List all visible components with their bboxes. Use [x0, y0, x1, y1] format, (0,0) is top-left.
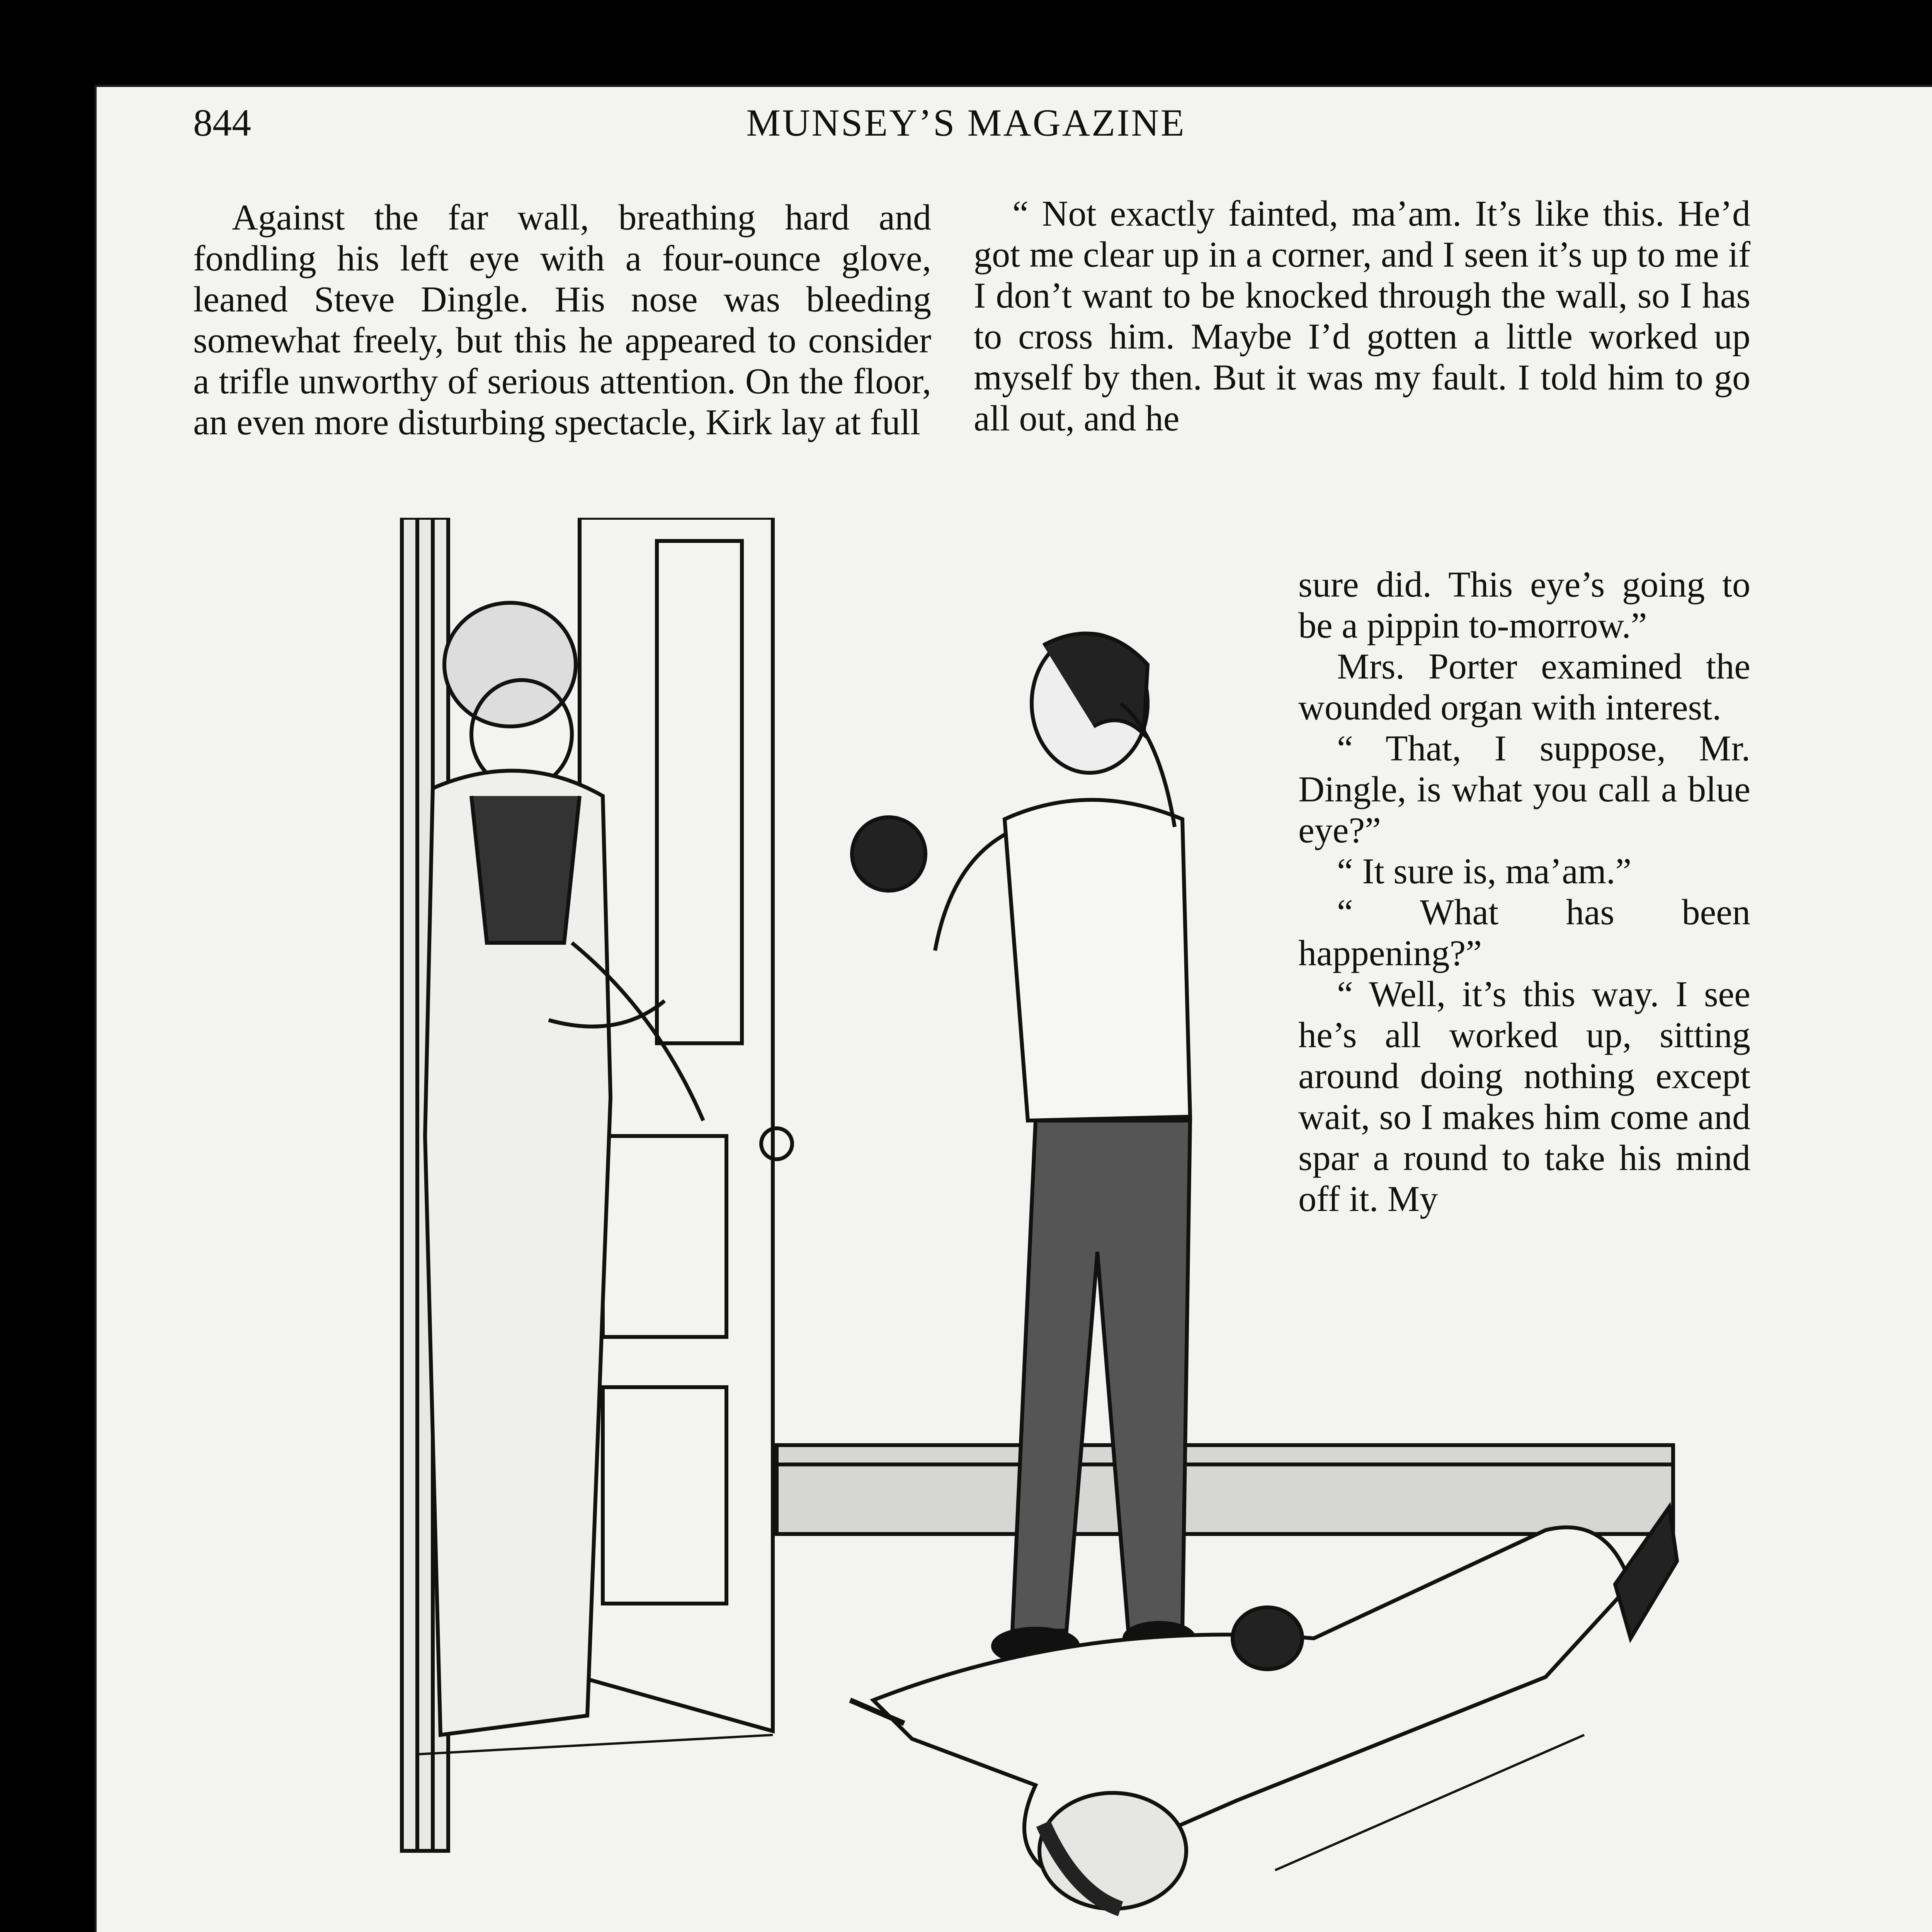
paragraph: Against the far wall, breathing hard and fondling his left eye with a four-ounce glove, leaned Steve Dingle. His nose was bleeding somewhat freely, but this he appeared to consider a trifle unworthy of serious attention. On the floor, an even more disturbing spectacle, Kirk lay at full [193, 197, 931, 442]
paragraph: sure did. This eye’s going to be a pippin to-morrow.” [1298, 565, 1750, 646]
column-2-top [974, 193, 1750, 439]
paragraph: “ Not exactly fainted, ma’am. It’s like this. He’d got me clear up in a corner, and I seen it’s up to me if I don’t want to be knocked through the wall, so I has to cross him. Maybe I’d gotten a little worked up myself by then. But it was my fault. I told him to go all out, and he [974, 194, 1750, 439]
paragraph: “ That, I suppose, Mr. Dingle, is what you call a blue eye?” [1298, 728, 1750, 850]
paragraph: Mrs. Porter examined the wounded organ with interest. [1298, 646, 1750, 728]
running-title: MUNSEY’S MAGAZINE [746, 101, 1186, 144]
paragraph: “ It sure is, ma’am.” [1337, 851, 1632, 891]
paragraph: “ What has been happening?” [1298, 892, 1750, 973]
page-number: 844 [193, 101, 251, 144]
page-header [193, 100, 1739, 155]
column-1-top [193, 197, 931, 443]
illustration [270, 518, 1700, 1932]
paragraph: “ Well, it’s this way. I see he’s all worked up, sitting around doing nothing except wait, so I makes him come and spar a round to take his mind off it. My [1298, 974, 1750, 1219]
